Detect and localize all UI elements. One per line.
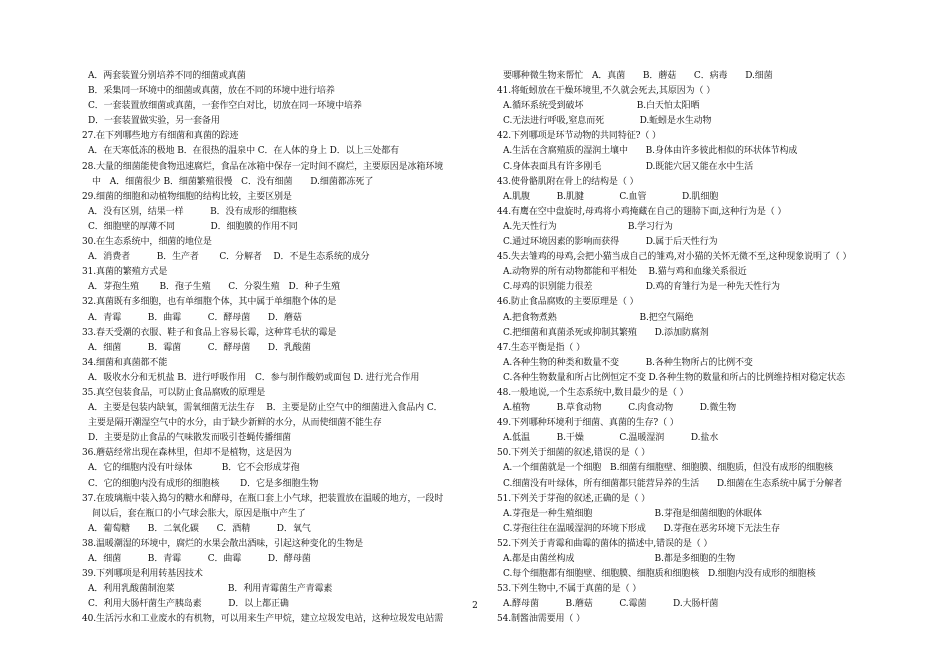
option-line: A．芽孢生殖 B．孢子生殖 C．分裂生殖 D．种子生殖 bbox=[88, 282, 341, 293]
question-line: 53.下列生物中,不属于真菌的是（ ） bbox=[497, 584, 642, 595]
question-line: 42.下列哪项是环节动物的共同特征?（ ） bbox=[497, 131, 661, 142]
option-line: C.无法进行呼吸,窒息而死 D.蚯蚓是水生动物 bbox=[503, 116, 712, 127]
question-line: 39.下列哪项是利用转基因技术 bbox=[82, 569, 203, 580]
question-line: 31.真菌的繁殖方式是 bbox=[82, 267, 168, 278]
option-line: C.芽孢往往在温暖湿润的环境下形成 D.芽孢在恶劣环境下无法生存 bbox=[503, 523, 780, 534]
option-line: A.各种生物的种类和数量不变 B.各种生物所占的比例不变 bbox=[503, 357, 753, 368]
option-line: C.母鸡的识别能力很差 D.鸡的育雏行为是一种先天性行为 bbox=[503, 282, 780, 293]
option-line: A.低温 B.干燥 C.温暖湿润 D.盐水 bbox=[503, 433, 719, 444]
option-line: A．细菌 B．青霉 C．曲霉 D．酵母菌 bbox=[88, 554, 311, 564]
option-line: A.动物界的所有动物都能和平相处 B.猫与鸡和血缘关系很近 bbox=[503, 267, 747, 278]
option-line: A.循环系统受到破坏 B.白天怕太阳晒 bbox=[503, 101, 700, 112]
option-line: A.把食物煮熟 B.把空气隔绝 bbox=[503, 312, 694, 323]
question-line: 47.生态平衡是指（ ） bbox=[497, 342, 585, 353]
question-line: 52.下列关于青霉和曲霉的菌体的描述中,错误的是（ ） bbox=[497, 538, 713, 549]
question-line: 48.一般地说,一个生态系统中,数目最少的是（ ） bbox=[497, 387, 689, 398]
option-line: C.各种生物数量和所占比例恒定不变 D.各种生物的数量和所占的比例维持相对稳定状态 bbox=[503, 372, 845, 383]
question-line: 27.在下列哪些地方有细菌和真菌的踪迹 bbox=[82, 131, 239, 142]
question-line: 32.真菌既有多细胞，也有单细胞个体，其中属于单细胞个体的是 bbox=[82, 297, 337, 308]
option-line: B．采集同一环境中的细菌或真菌，放在不同的环境中进行培养 bbox=[88, 86, 335, 97]
option-line: C.身体表面具有许多刚毛 D.既能穴居又能在水中生活 bbox=[503, 161, 754, 172]
option-line: A.芽孢是一种生殖细胞 B.芽孢是细菌细胞的休眠体 bbox=[503, 508, 762, 519]
question-line: 38.温暖潮湿的环境中，腐烂的水果会散出酒味，引起这种变化的生物是 bbox=[82, 538, 364, 549]
option-line: C．细胞壁的厚薄不同 D．细胞膜的作用不同 bbox=[88, 221, 298, 232]
question-line: 46.防止食品腐败的主要原理是（ ） bbox=[497, 297, 639, 308]
option-line: A．主要是包装内缺氧，需氧细菌无法生存 B．主要是防止空气中的细菌进入食品内 C． bbox=[88, 403, 443, 414]
option-line: C．利用大肠杆菌生产胰岛素 D．以上都正确 bbox=[88, 599, 289, 610]
option-line: A．在天寒低冻的极地 B．在很热的温泉中 C．在人体的身上 D．以上三处都有 bbox=[88, 146, 400, 157]
question-line: 40.生活污水和工业废水的有机物，可以用来生产甲烷，建立垃圾发电站，这种垃圾发电站需 bbox=[82, 614, 444, 625]
option-line: A．两套装置分别培养不同的细菌或真菌 bbox=[88, 71, 246, 81]
question-line: 35.真空包装食品，可以防止食品腐败的原理是 bbox=[82, 387, 266, 398]
option-line: A．利用乳酸菌制泡菜 B．利用青霉菌生产青霉素 bbox=[88, 584, 333, 595]
question-line: 30.在生态系统中，细菌的地位是 bbox=[82, 237, 212, 248]
option-line: A．消费者 B．生产者 C．分解者 D．不是生态系统的成分 bbox=[88, 252, 370, 263]
page-number: 2 bbox=[472, 601, 478, 611]
option-line: D．主要是防止食品的气味散发而吸引苍蝇传播细菌 bbox=[88, 433, 291, 444]
option-line: A.酵母菌 B.蘑菇 C.霉菌 D.大肠杆菌 bbox=[503, 599, 719, 610]
question-line: 50.下列关于细菌的叙述,错误的是（ ） bbox=[497, 448, 651, 459]
option-line: C．一套装置放细菌或真菌，一套作空白对比，切放在同一环境中培养 bbox=[88, 101, 362, 112]
question-line: 49.下列哪种环境利于细菌、真菌的生存?（ ） bbox=[497, 418, 679, 429]
question-line: 29.细菌的细胞和动植物细胞的结构比较，主要区别是 bbox=[82, 191, 292, 202]
option-line: C.把细菌和真菌杀死或抑制其繁殖 D.添加防腐剂 bbox=[503, 327, 709, 338]
option-line: A．葡萄糖 B．二氧化碳 C．酒精 D．氧气 bbox=[88, 523, 311, 534]
option-line: C.每个细胞都有细胞壁、细胞膜、细胞质和细胞核 D.细胞内没有成形的细胞核 bbox=[503, 569, 816, 580]
right-column bbox=[497, 69, 927, 627]
option-line: A．青霉 B．曲霉 C．酵母菌 D．蘑菇 bbox=[88, 312, 302, 323]
question-line: 28.大量的细菌能使食物迅速腐烂，食品在冰箱中保存一定时间不腐烂，主要原因是冰箱环境 bbox=[82, 161, 444, 172]
option-line: D．一套装置做实验，另一套备用 bbox=[88, 116, 220, 127]
option-line: A.先天性行为 B.学习行为 bbox=[503, 221, 673, 232]
question-line: 33.春天受潮的衣服、鞋子和食品上容易长霉，这种茸毛状的霉是 bbox=[82, 327, 337, 338]
question-line: 44.有鹰在空中盘旋时,母鸡将小鸡掩藏在自己的翅膀下面,这种行为是（ ） bbox=[497, 206, 787, 217]
option-line: C.通过环境因素的影响而获得 D.属于后天性行为 bbox=[503, 237, 718, 248]
option-line: A．吸收水分和无机盐 B．进行呼吸作用 C．参与制作酸奶或面包 D. 进行光合作用 bbox=[88, 372, 420, 383]
option-line: A.肌腹 B.肌腱 C.血管 D.肌细胞 bbox=[503, 191, 719, 202]
option-line: 主要是隔开潮湿空气中的水分，由于缺少新鲜的水分，从而使细菌不能生存 bbox=[88, 418, 382, 429]
option-line: A.都是由菌丝构成 B.都是多细胞的生物 bbox=[503, 554, 736, 564]
question-line: 54.制酱油需要用（ ） bbox=[497, 614, 585, 625]
option-line: A.一个细菌就是一个细胞 B.细菌有细胞壁、细胞膜、细胞质，但没有成形的细胞核 bbox=[503, 463, 833, 474]
option-line: A.植物 B.草食动物 C.肉食动物 D.微生物 bbox=[503, 403, 737, 414]
question-line: 43.使骨骼肌附在骨上的结构是（ ） bbox=[497, 176, 639, 187]
option-line: 要哪种微生物来帮忙 A．真菌 B．蘑菇 C．病毒 D.细菌 bbox=[503, 71, 773, 81]
question-line: 36.蘑菇经常出现在森林里，但却不是植物，这是因为 bbox=[82, 448, 292, 459]
question-line: 41.将蚯蚓放在干燥环境里,不久就会死去,其原因为（ ） bbox=[497, 86, 716, 97]
left-column bbox=[82, 69, 482, 627]
option-line: A．没有区别，结果一样 B．没有成形的细胞核 bbox=[88, 206, 297, 217]
option-line: C.细菌没有叶绿体，所有细菌都只能营异养的生活 D.细菌在生态系统中属于分解者 bbox=[503, 478, 843, 489]
option-line: A．细菌 B．霉菌 C．酵母菌 D．乳酸菌 bbox=[88, 342, 311, 353]
question-line: 37.在玻璃瓶中装入捣匀的糖水和酵母，在瓶口套上小气球，把装置放在温暖的地方，一段时 bbox=[82, 493, 444, 504]
option-line: C．它的细胞内没有成形的细胞核 D．它是多细胞生物 bbox=[88, 478, 319, 489]
question-line: 51.下列关于芽孢的叙述,正确的是（ ） bbox=[497, 493, 651, 504]
option-line: 中 A．细菌很少 B．细菌繁殖很慢 C．没有细菌 D.细菌都冻死了 bbox=[92, 176, 374, 187]
option-line: A．它的细胞内没有叶绿体 B．它不会形成芽孢 bbox=[88, 463, 300, 474]
option-line: 间以后，套在瓶口的小气球会胀大，原因是瓶中产生了 bbox=[92, 508, 306, 519]
question-line: 34.细菌和真菌都不能 bbox=[82, 357, 168, 368]
question-line: 45.失去雏鸡的母鸡,会把小猫当成自己的雏鸡,对小猫的关怀无微不至,这种现象说明了（ ） bbox=[497, 252, 852, 263]
option-line: A.生活在含腐殖质的湿润土壤中 B.身体由许多彼此相似的环状体节构成 bbox=[503, 146, 798, 157]
